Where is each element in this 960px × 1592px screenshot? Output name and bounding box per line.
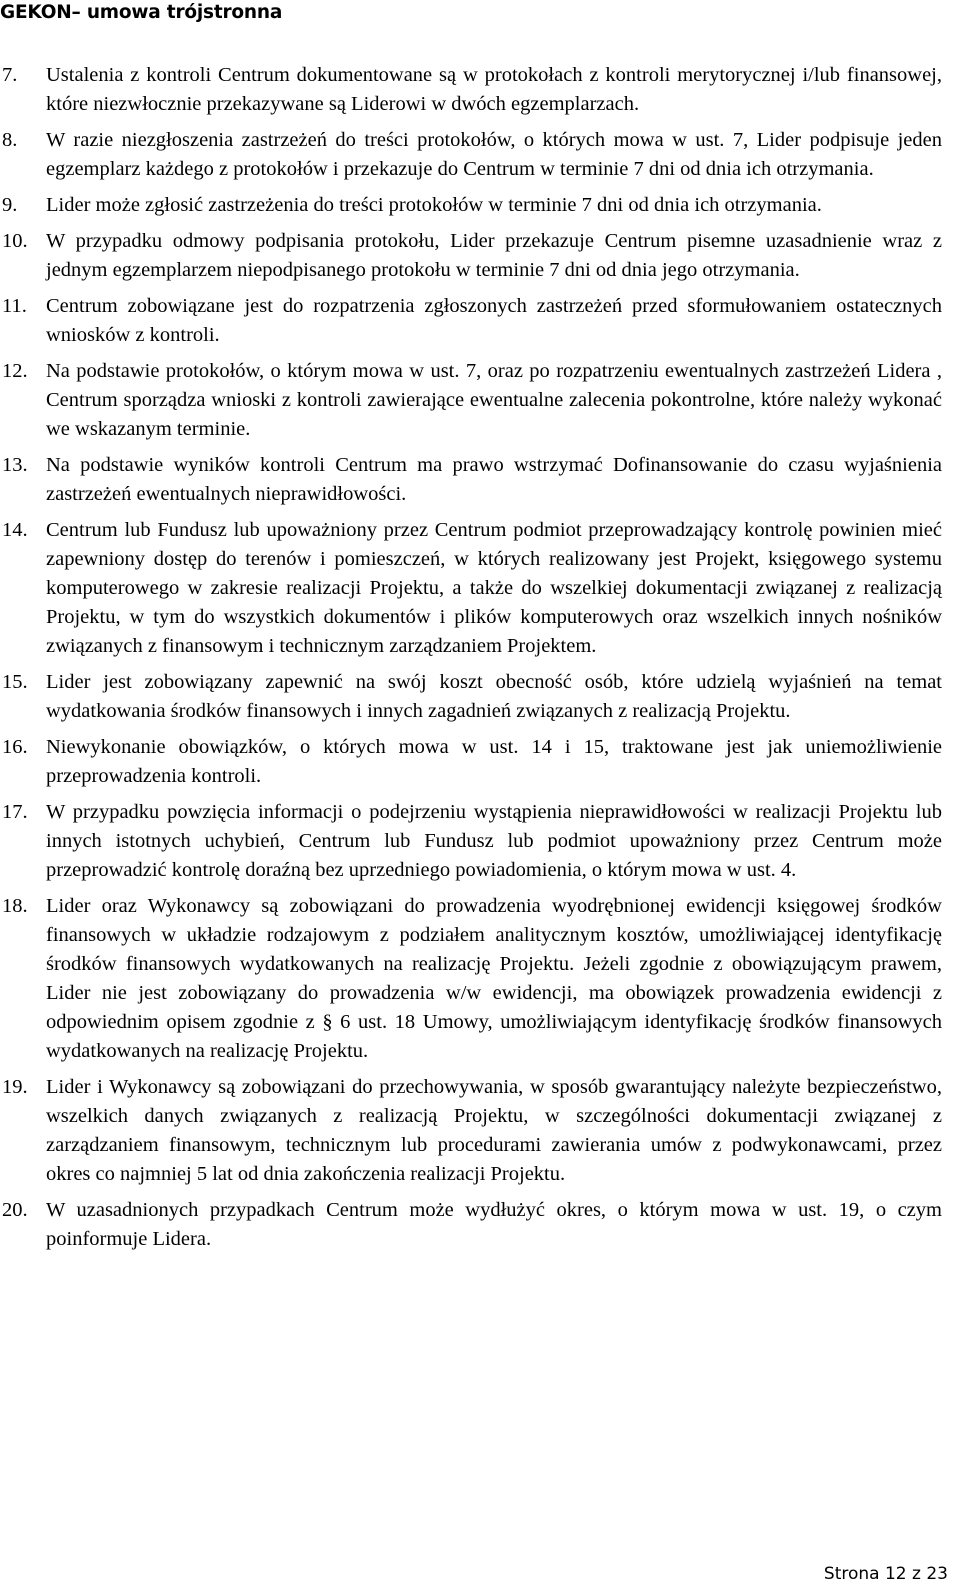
item-text: W przypadku powzięcia informacji o podejrzeniu wystąpienia nieprawidłowości w realizacji Projektu lub innych istotnych uchybień, Centrum lub Fundusz lub podmiot upoważniony przez Centrum może przeprowadzić kontrolę doraźną bez uprzedniego powiadomienia, o którym mowa w ust. 4. xyxy=(46,801,942,881)
item-number: 9. xyxy=(2,194,18,216)
item-number: 12. xyxy=(2,360,28,382)
list-item xyxy=(2,668,942,726)
list-item xyxy=(2,733,942,791)
item-number: 19. xyxy=(2,1076,28,1098)
item-text: W przypadku odmowy podpisania protokołu, Lider przekazuje Centrum pisemne uzasadnienie wraz z jednym egzemplarzem niepodpisanego protokołu w terminie 7 dni od dnia jego otrzymania. xyxy=(46,230,942,281)
page-number: Strona 12 z 23 xyxy=(823,1564,948,1584)
item-text: Niewykonanie obowiązków, o których mowa w ust. 14 i 15, traktowane jest jak uniemożliwienie przeprowadzenia kontroli. xyxy=(46,736,942,787)
list-item xyxy=(2,61,942,119)
item-number: 20. xyxy=(2,1199,28,1221)
item-text: Lider jest zobowiązany zapewnić na swój koszt obecność osób, które udzielą wyjaśnień na temat wydatkowania środków finansowych i innych zagadnień związanych z realizacją Projektu. xyxy=(46,671,942,722)
item-text: Lider oraz Wykonawcy są zobowiązani do prowadzenia wyodrębnionej ewidencji księgowej środków finansowych w układzie rodzajowym z podziałem analitycznym kosztów, umożliwiającej identyfikację środków finansowych wydatkowanych na realizację Projektu. Jeżeli zgodnie z obowiązującym prawem, Lider nie jest zobowiązany do prowadzenia w/w ewidencji, ma obowiązek prowadzenia ewidencji z odpowiednim opisem zgodnie z § 6 ust. 18 Umowy, umożliwiającym identyfikację środków finansowych wydatkowanych na realizację Projektu. xyxy=(46,895,942,1062)
list-item xyxy=(2,191,942,220)
list-item xyxy=(2,357,942,444)
document-header: GEKON– umowa trójstronna xyxy=(0,2,283,23)
item-text: W uzasadnionych przypadkach Centrum może wydłużyć okres, o którym mowa w ust. 19, o czym poinformuje Lidera. xyxy=(46,1199,942,1250)
item-text: Na podstawie wyników kontroli Centrum ma prawo wstrzymać Dofinansowanie do czasu wyjaśnienia zastrzeżeń ewentualnych nieprawidłowości. xyxy=(46,454,942,505)
item-number: 13. xyxy=(2,454,28,476)
list-item xyxy=(2,227,942,285)
item-number: 8. xyxy=(2,129,18,151)
item-text: Ustalenia z kontroli Centrum dokumentowane są w protokołach z kontroli merytorycznej i/lub finansowej, które niezwłocznie przekazywane są Liderowi w dwóch egzemplarzach. xyxy=(46,64,942,115)
list-item xyxy=(2,292,942,350)
item-number: 18. xyxy=(2,895,28,917)
item-text: Na podstawie protokołów, o którym mowa w ust. 7, oraz po rozpatrzeniu ewentualnych zastrzeżeń Lidera , Centrum sporządza wnioski z kontroli zawierające ewentualne zalecenia pokontrolne, które należy wykonać we wskazanym terminie. xyxy=(46,360,942,440)
item-number: 15. xyxy=(2,671,28,693)
item-number: 10. xyxy=(2,230,28,252)
list-item xyxy=(2,1196,942,1254)
item-text: Centrum zobowiązane jest do rozpatrzenia zgłoszonych zastrzeżeń przed sformułowaniem ostatecznych wniosków z kontroli. xyxy=(46,295,942,346)
item-number: 11. xyxy=(2,295,27,317)
list-item xyxy=(2,126,942,184)
item-number: 14. xyxy=(2,519,28,541)
item-text: Lider może zgłosić zastrzeżenia do treści protokołów w terminie 7 dni od dnia ich otrzymania. xyxy=(46,194,822,216)
item-number: 7. xyxy=(2,64,18,86)
numbered-list xyxy=(2,61,942,1261)
item-number: 17. xyxy=(2,801,28,823)
item-number: 16. xyxy=(2,736,28,758)
list-item xyxy=(2,892,942,1066)
list-item xyxy=(2,451,942,509)
item-text: Centrum lub Fundusz lub upoważniony przez Centrum podmiot przeprowadzający kontrolę powinien mieć zapewniony dostęp do terenów i pomieszczeń, w których realizowany jest Projekt, księgowego systemu komputerowego w zakresie realizacji Projektu, a także do wszelkiej dokumentacji związanej z realizacją Projektu, w tym do wszystkich dokumentów i plików komputerowych oraz wszelkich innych nośników związanych z finansowym i technicznym zarządzaniem Projektem. xyxy=(46,519,942,657)
item-text: W razie niezgłoszenia zastrzeżeń do treści protokołów, o których mowa w ust. 7, Lider podpisuje jeden egzemplarz każdego z protokołów i przekazuje do Centrum w terminie 7 dni od dnia ich otrzymania. xyxy=(46,129,942,180)
item-text: Lider i Wykonawcy są zobowiązani do przechowywania, w sposób gwarantujący należyte bezpieczeństwo, wszelkich danych związanych z realizacją Projektu, w szczególności dokumentacji związanej z zarządzaniem finansowym, technicznym lub procedurami zawierania umów z podwykonawcami, przez okres co najmniej 5 lat od dnia zakończenia realizacji Projektu. xyxy=(46,1076,942,1185)
list-item xyxy=(2,1073,942,1189)
list-item xyxy=(2,516,942,661)
list-item xyxy=(2,798,942,885)
